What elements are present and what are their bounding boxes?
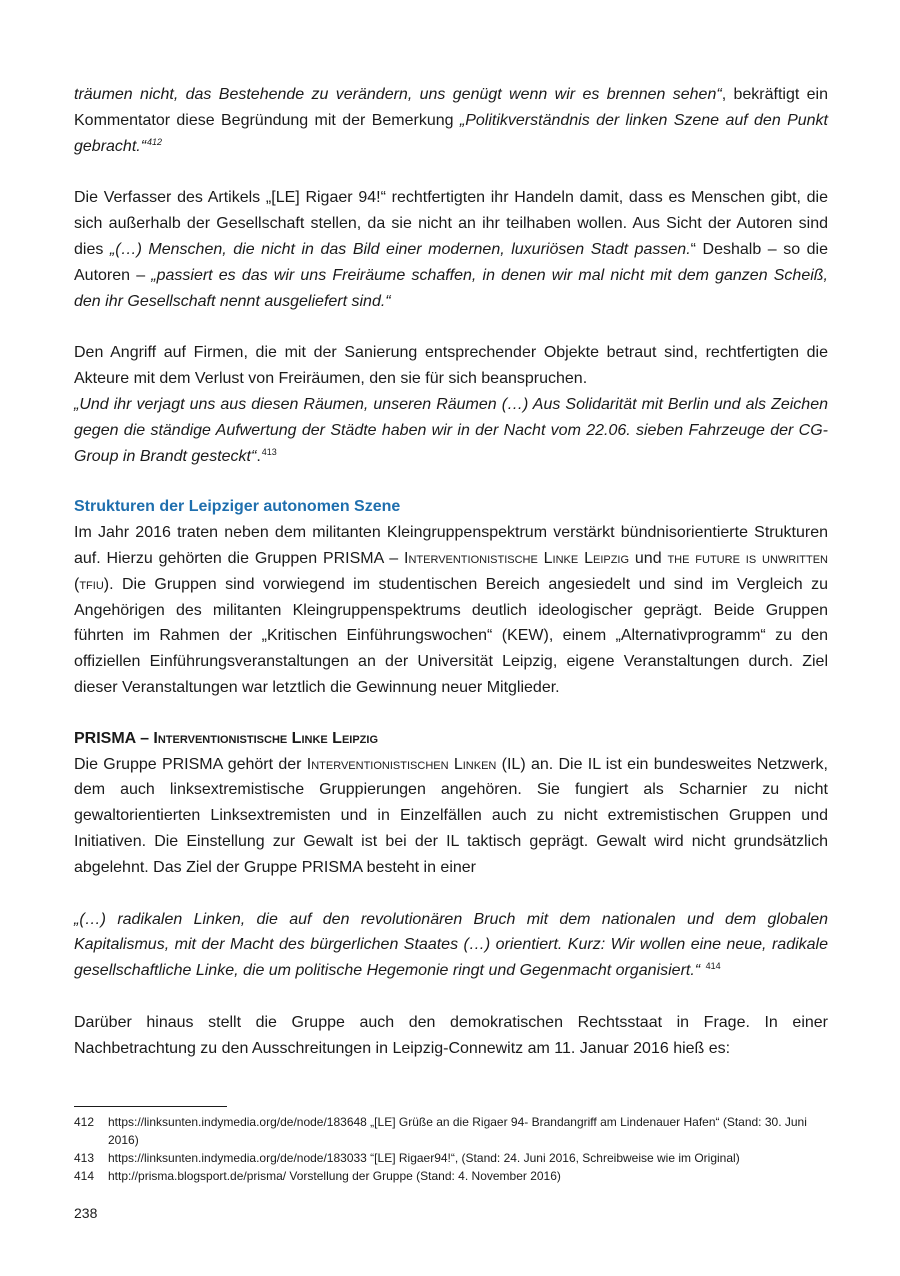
quote: träumen nicht, das Bestehende zu verändern, uns genügt wenn wir es brennen sehen“ (74, 86, 722, 103)
heading-prefix: PRISMA – (74, 729, 154, 747)
text: “ Deshalb – so die Autoren – (74, 240, 829, 284)
section-heading-prisma (74, 726, 828, 752)
group-name: Interventionistische Linke Leipzig (404, 549, 630, 567)
page-number: 238 (74, 1205, 98, 1221)
page-body (74, 82, 828, 1062)
text: (IL) an. Die IL ist ein bundesweites Netzwerk, dem auch linksextremistische Gruppierungen angehören. Sie fungiert als Scharnier zu nicht gewaltorientierten Linksextremisten und in Einzelfällen auch zu nicht extremistischen Gruppen und Initiativen. Die Einstellung zur Gewalt ist bei der IL taktisch geprägt. Gewalt wird nicht grundsätzlich abgelehnt. Das Ziel der Gruppe PRISMA besteht in einer (74, 755, 829, 876)
paragraph-6 (74, 752, 828, 881)
text: Die Verfasser des Artikels „[LE] Rigaer 94!“ rechtfertigten ihr Handeln damit, dass es Menschen gibt, die sich außerhalb der Gesellschaft stellen, da sie nicht an ihr teilhaben wollen. Aus Sicht der Autoren sind dies (74, 189, 828, 258)
quote: „Politikverständnis der linken Szene auf den Punkt gebracht.“ (74, 111, 828, 155)
paragraph-1 (74, 82, 828, 159)
footnote-number: 414 (74, 1169, 95, 1183)
heading-small-caps: Interventionistische Linke Leipzig (153, 729, 379, 747)
quote: „(…) Menschen, die nicht in das Bild einer modernen, luxuriösen Stadt passen. (109, 240, 691, 258)
group-name: Interventionistischen Linken (306, 755, 497, 773)
quote: „passiert es das wir uns Freiräume schaffen, in denen wir mal nicht mit dem ganzen Scheiß, den ihr Gesellschaft nennt ausgeliefert sind.“ (74, 266, 828, 310)
paragraph-4 (74, 392, 828, 469)
section-heading-structures: Strukturen der Leipziger autonomen Szene (74, 498, 401, 516)
paragraph-5 (74, 520, 828, 701)
text: ). Die Gruppen sind vorwiegend im studentischen Bereich angesiedelt und sind im Vergleich zu Angehörigen des militanten Kleingruppenspektrums deutlich ideologischer geprägt. Beide Gruppen führten im Rahmen der „Kritischen Einführungswochen“ (KEW), einem „Alternativprogramm“ zu den offiziellen Einführungsveranstaltungen an der Universität Leipzig, eigene Veranstaltungen durch. Ziel dieser Veranstaltungen war letztlich die Gewinnung neuer Mitglieder. (74, 575, 828, 696)
quote: „(…) radikalen Linken, die auf den revolutionären Bruch mit dem nationalen und dem globalen Kapitalismus, mit der Macht des bürgerlichen Staates (…) orientiert. Kurz: Wir wollen eine neue, radikale gesellschaftliche Linke, die um politische Hegemonie ringt und Gegenmacht organisiert.“ (74, 910, 828, 980)
paragraph-8 (74, 1010, 828, 1062)
footnote-number: 413 (74, 1151, 95, 1165)
text: Darüber hinaus stellt die Gruppe auch den demokratischen Rechtsstaat in Frage. In einer Nachbetrachtung zu den Ausschreitungen in Leipzig-Connewitz am 11. Januar 2016 hieß es: (74, 1013, 828, 1057)
footnote-ref-412[interactable]: 412 (147, 136, 163, 147)
footnote-number: 412 (74, 1115, 95, 1129)
text: und (629, 549, 668, 567)
text: Den Angriff auf Firmen, die mit der Sanierung entsprechender Objekte betraut sind, rechtfertigten die Akteure mit dem Verlust von Freiräumen, den sie für sich beanspruchen. (74, 344, 828, 388)
paragraph-2 (74, 185, 828, 314)
text: Die Gruppe PRISMA gehört der (74, 755, 307, 773)
footnote-divider (74, 1106, 227, 1107)
quote: „Und ihr verjagt uns aus diesen Räumen, unseren Räumen (…) Aus Solidarität mit Berlin und als Zeichen gegen die ständige Aufwertung der Städte haben wir in der Nacht vom 22.06. sieben Fahrzeuge der CG-Group in Brandt gesteckt“ (74, 395, 828, 465)
paragraph-3 (74, 340, 828, 392)
footnote-text[interactable]: http://prisma.blogsport.de/prisma/ Vorstellung der Gruppe (Stand: 4. November 2016) (108, 1169, 561, 1183)
footnote-413 (74, 1149, 834, 1167)
text: ( (74, 575, 80, 593)
footnote-text[interactable]: https://linksunten.indymedia.org/de/node/183033 “[LE] Rigaer94!“, (Stand: 24. Juni 2016, Schreibweise wie im Original) (108, 1151, 740, 1165)
text: , bekräftigt ein Kommentator diese Begründung mit der Bemerkung (74, 86, 828, 129)
group-name: the future is unwritten (667, 549, 828, 567)
paragraph-7 (74, 907, 828, 984)
text: . (256, 447, 261, 465)
footnote-ref-414[interactable]: 414 (705, 961, 721, 972)
footnote-text[interactable]: https://linksunten.indymedia.org/de/node/183648 „[LE] Grüße an die Rigaer 94- Brandangriff am Lindenauer Hafen“ (Stand: 30. Juni 2016) (108, 1115, 807, 1147)
footnote-412 (74, 1113, 834, 1149)
footnote-ref-413[interactable]: 413 (261, 446, 277, 457)
footnotes (74, 1106, 834, 1185)
footnote-414 (74, 1167, 834, 1185)
text: Im Jahr 2016 traten neben dem militanten Kleingruppenspektrum verstärkt bündnisorientierte Strukturen auf. Hierzu gehörten die Gruppen PRISMA – (74, 524, 828, 567)
group-abbr: tfiu (79, 575, 104, 593)
